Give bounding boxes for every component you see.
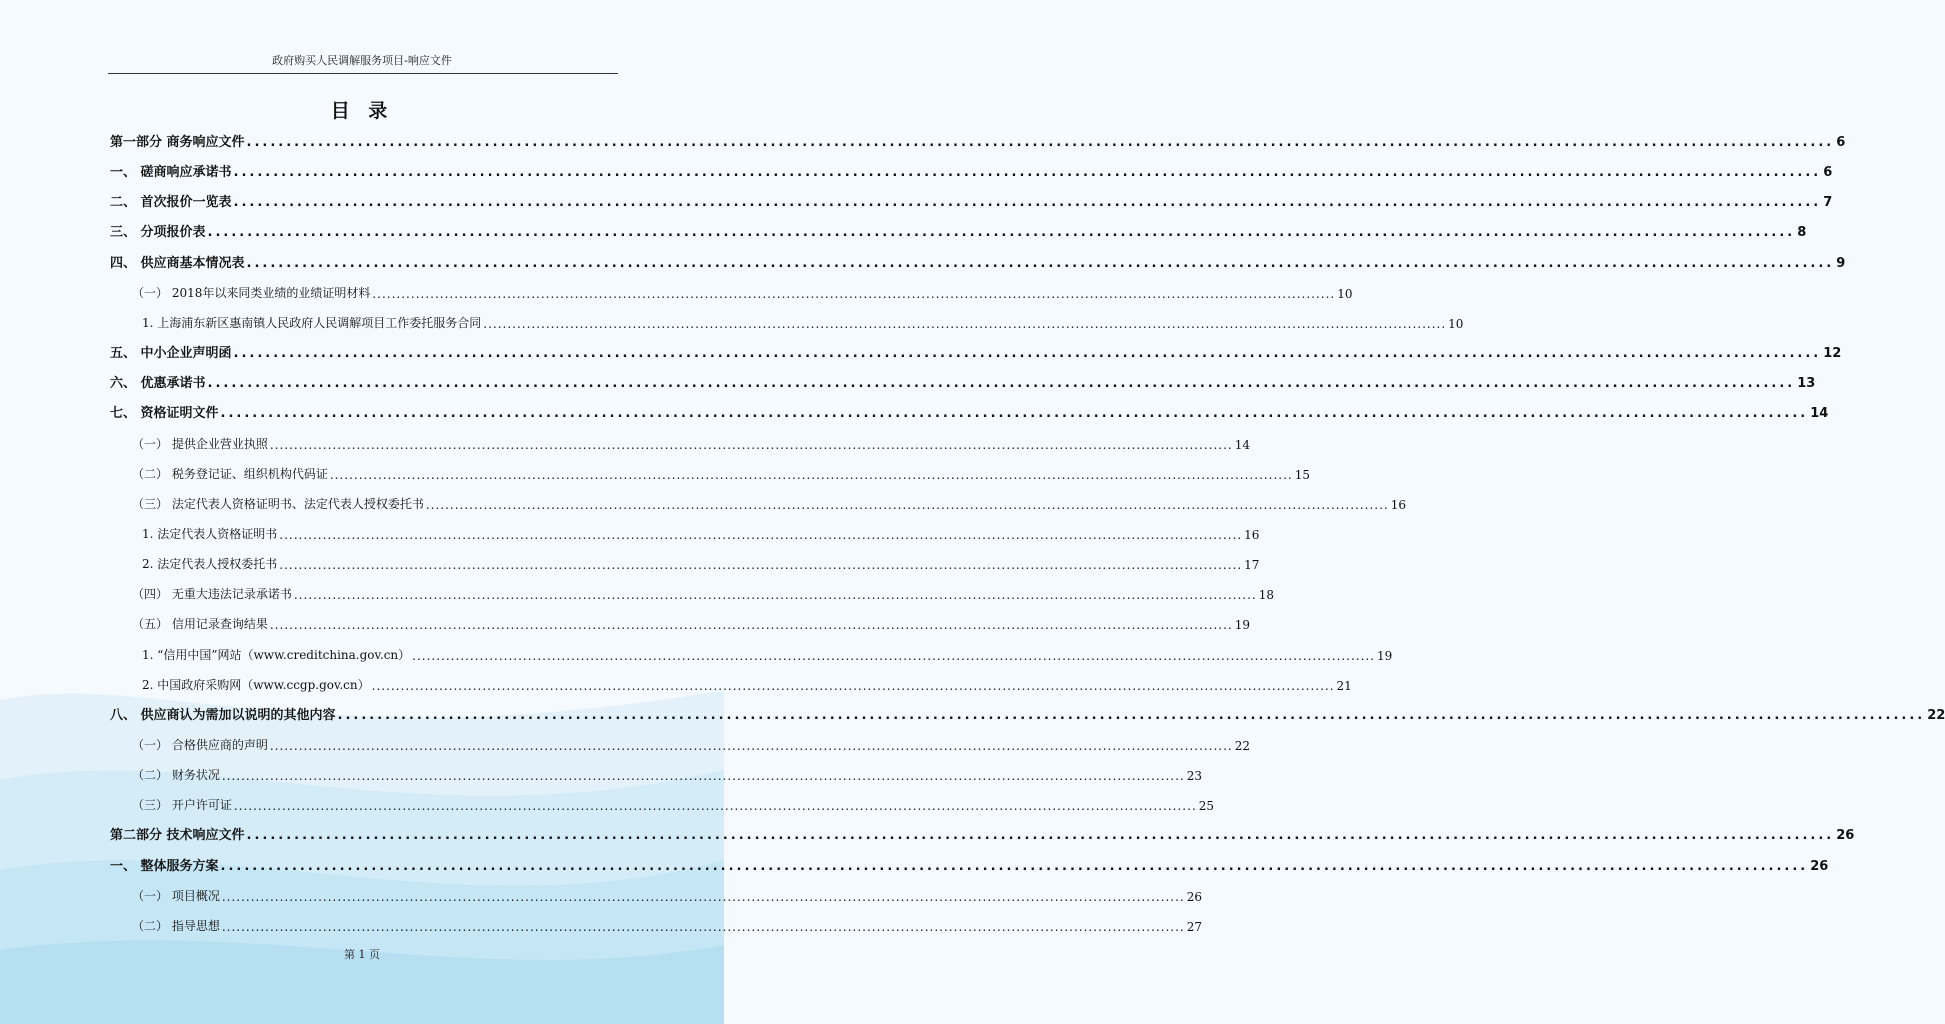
- toc-entry-label: （一） 2018年以来同类业绩的业绩证明材料: [132, 285, 371, 300]
- toc-entry[interactable]: [132, 464, 1310, 482]
- toc-leader-dots: ........................................................................................................................................................................................................: [221, 919, 1185, 934]
- toc-entry-label: （三） 法定代表人资格证明书、法定代表人授权委托书: [132, 496, 424, 511]
- toc-entry-page: 27: [1186, 919, 1202, 934]
- toc-entry[interactable]: [132, 765, 1202, 784]
- toc-entry-label: （四） 无重大违法记录承诺书: [132, 587, 292, 602]
- toc-entry-label: 五、 中小企业声明函: [110, 346, 232, 361]
- toc-entry-page: 21: [1336, 678, 1352, 693]
- toc-entry-page: 19: [1234, 618, 1250, 633]
- toc-entry-page: 14: [1810, 406, 1829, 422]
- toc-entry-label: 四、 供应商基本情况表: [110, 255, 245, 271]
- toc-leader-dots: ........................................................................................................................................................................................................: [483, 316, 1447, 331]
- toc-leader-dots: ........................................................................................................................................................................................................: [221, 769, 1185, 784]
- toc-leader-dots: ........................................................................................................................................................................................................: [425, 497, 1389, 512]
- toc-leader-dots: ........................................................................................................................................................................................................: [207, 225, 1796, 241]
- toc-entry-page: 9: [1836, 255, 1846, 271]
- toc-leader-dots: ........................................................................................................................................................................................................: [233, 799, 1197, 814]
- toc-entry-label: 二、 首次报价一览表: [110, 195, 232, 211]
- toc-entry-label: 2. 法定代表人授权委托书: [142, 557, 278, 572]
- toc-entry[interactable]: [142, 675, 1352, 693]
- toc-leader-dots: ........................................................................................................................................................................................................: [372, 286, 1336, 301]
- toc-leader-dots: ........................................................................................................................................................................................................: [329, 467, 1293, 482]
- toc-entry[interactable]: [142, 524, 1260, 542]
- toc-entry-page: 7: [1823, 195, 1833, 211]
- toc-leader-dots: ........................................................................................................................................................................................................: [371, 678, 1335, 693]
- header-divider: [108, 73, 618, 74]
- toc-entry[interactable]: [132, 283, 1353, 301]
- toc-entry-page: 10: [1448, 316, 1464, 331]
- toc-entry-label: 第二部分 技术响应文件: [110, 828, 245, 844]
- toc-entry[interactable]: [132, 614, 1250, 633]
- toc-entry-page: 26: [1836, 828, 1855, 844]
- toc-entry-page: 25: [1198, 799, 1214, 814]
- toc-entry[interactable]: [110, 253, 1846, 271]
- toc-entry[interactable]: [110, 403, 1829, 422]
- toc-leader-dots: ........................................................................................................................................................................................................: [246, 828, 1835, 844]
- toc-leader-dots: ........................................................................................................................................................................................................: [279, 528, 1243, 542]
- toc-leader-dots: ........................................................................................................................................................................................................: [269, 739, 1233, 753]
- toc-entry-page: 6: [1823, 165, 1833, 181]
- toc-entry[interactable]: [132, 735, 1250, 753]
- toc-entry-page: 22: [1927, 707, 1945, 723]
- toc-entry-label: 六、 优惠承诺书: [110, 376, 206, 392]
- toc-entry[interactable]: [110, 825, 1855, 844]
- toc-entry-label: （五） 信用记录查询结果: [132, 617, 268, 632]
- toc-leader-dots: ........................................................................................................................................................................................................: [207, 376, 1796, 392]
- toc-entry-label: 1. 上海浦东新区惠南镇人民政府人民调解项目工作委托服务合同: [142, 315, 482, 330]
- toc-entry-label: （一） 项目概况: [132, 888, 220, 903]
- toc-entry-label: 八、 供应商认为需加以说明的其他内容: [110, 707, 336, 723]
- toc-entry-label: （三） 开户许可证: [132, 798, 232, 813]
- toc-entry[interactable]: [142, 645, 1393, 663]
- toc-entry[interactable]: [110, 856, 1829, 874]
- toc-entry[interactable]: [110, 343, 1842, 361]
- toc-entry[interactable]: [110, 132, 1846, 150]
- toc-entry[interactable]: [110, 162, 1833, 181]
- toc-leader-dots: ........................................................................................................................................................................................................: [220, 858, 1809, 874]
- toc-entry[interactable]: [110, 222, 1807, 241]
- toc-entry[interactable]: [142, 554, 1260, 573]
- toc-entry[interactable]: [132, 434, 1250, 452]
- toc-leader-dots: ........................................................................................................................................................................................................: [233, 346, 1822, 361]
- toc-entry-label: （二） 财务状况: [132, 768, 220, 783]
- toc-entry-label: 1. “信用中国”网站（www.creditchina.gov.cn）: [142, 647, 411, 662]
- toc-entry-page: 19: [1377, 648, 1393, 663]
- toc-entry-page: 15: [1294, 467, 1310, 482]
- toc-entry-page: 23: [1186, 769, 1202, 784]
- toc-entry-page: 22: [1234, 739, 1250, 753]
- toc-entry-label: 2. 中国政府采购网（www.ccgp.gov.cn）: [142, 677, 370, 692]
- toc-entry-page: 26: [1810, 858, 1829, 874]
- toc-entry-page: 12: [1823, 346, 1842, 361]
- toc-entry-label: 一、 整体服务方案: [110, 858, 219, 874]
- toc-entry-label: （二） 指导思想: [132, 918, 220, 933]
- toc-leader-dots: ........................................................................................................................................................................................................: [246, 255, 1835, 271]
- toc-entry-page: 18: [1258, 588, 1274, 603]
- toc-leader-dots: ........................................................................................................................................................................................................: [337, 707, 1926, 723]
- toc-entry-label: 第一部分 商务响应文件: [110, 135, 245, 150]
- toc-entry-page: 10: [1337, 286, 1353, 301]
- page-header: 政府购买人民调解服务项目-响应文件: [272, 54, 452, 67]
- toc-leader-dots: ........................................................................................................................................................................................................: [269, 437, 1233, 452]
- toc-leader-dots: ........................................................................................................................................................................................................: [246, 135, 1835, 150]
- toc-entry-label: （一） 合格供应商的声明: [132, 738, 268, 752]
- toc-title: 目 录: [330, 100, 394, 122]
- toc-leader-dots: ........................................................................................................................................................................................................: [412, 648, 1376, 663]
- toc-leader-dots: ........................................................................................................................................................................................................: [269, 618, 1233, 633]
- toc-entry-label: （一） 提供企业营业执照: [132, 436, 268, 451]
- toc-entry-label: 七、 资格证明文件: [110, 406, 219, 422]
- toc-entry[interactable]: [142, 313, 1464, 331]
- toc-entry-page: 14: [1234, 437, 1250, 452]
- page-footer: 第 1 页: [344, 948, 380, 961]
- toc-entry-page: 16: [1390, 497, 1406, 512]
- toc-entry[interactable]: [132, 584, 1274, 603]
- toc-entry-label: 一、 磋商响应承诺书: [110, 165, 232, 181]
- toc-leader-dots: ........................................................................................................................................................................................................: [220, 406, 1809, 422]
- toc-entry[interactable]: [132, 795, 1214, 814]
- toc-leader-dots: ........................................................................................................................................................................................................: [221, 889, 1185, 904]
- toc-leader-dots: ........................................................................................................................................................................................................: [279, 558, 1243, 573]
- toc-leader-dots: ........................................................................................................................................................................................................: [233, 165, 1822, 181]
- toc-entry-label: 1. 法定代表人资格证明书: [142, 527, 278, 541]
- toc-entry[interactable]: [132, 916, 1202, 934]
- toc-entry-label: 三、 分项报价表: [110, 225, 206, 241]
- toc-entry-page: 6: [1836, 135, 1846, 150]
- toc-entry[interactable]: [110, 192, 1833, 211]
- toc-entry-page: 16: [1244, 528, 1260, 542]
- toc-entry-label: （二） 税务登记证、组织机构代码证: [132, 466, 328, 481]
- toc-entry-page: 17: [1244, 558, 1260, 573]
- toc-entry[interactable]: [132, 494, 1406, 512]
- toc-entry-page: 8: [1797, 225, 1807, 241]
- toc-leader-dots: ........................................................................................................................................................................................................: [233, 195, 1822, 211]
- toc-entry[interactable]: [132, 886, 1202, 904]
- toc-entry[interactable]: [110, 373, 1816, 392]
- toc-entry-page: 13: [1797, 376, 1816, 392]
- toc-leader-dots: ........................................................................................................................................................................................................: [293, 588, 1257, 603]
- toc-entry-page: 26: [1186, 889, 1202, 904]
- toc-entry[interactable]: [110, 705, 1945, 723]
